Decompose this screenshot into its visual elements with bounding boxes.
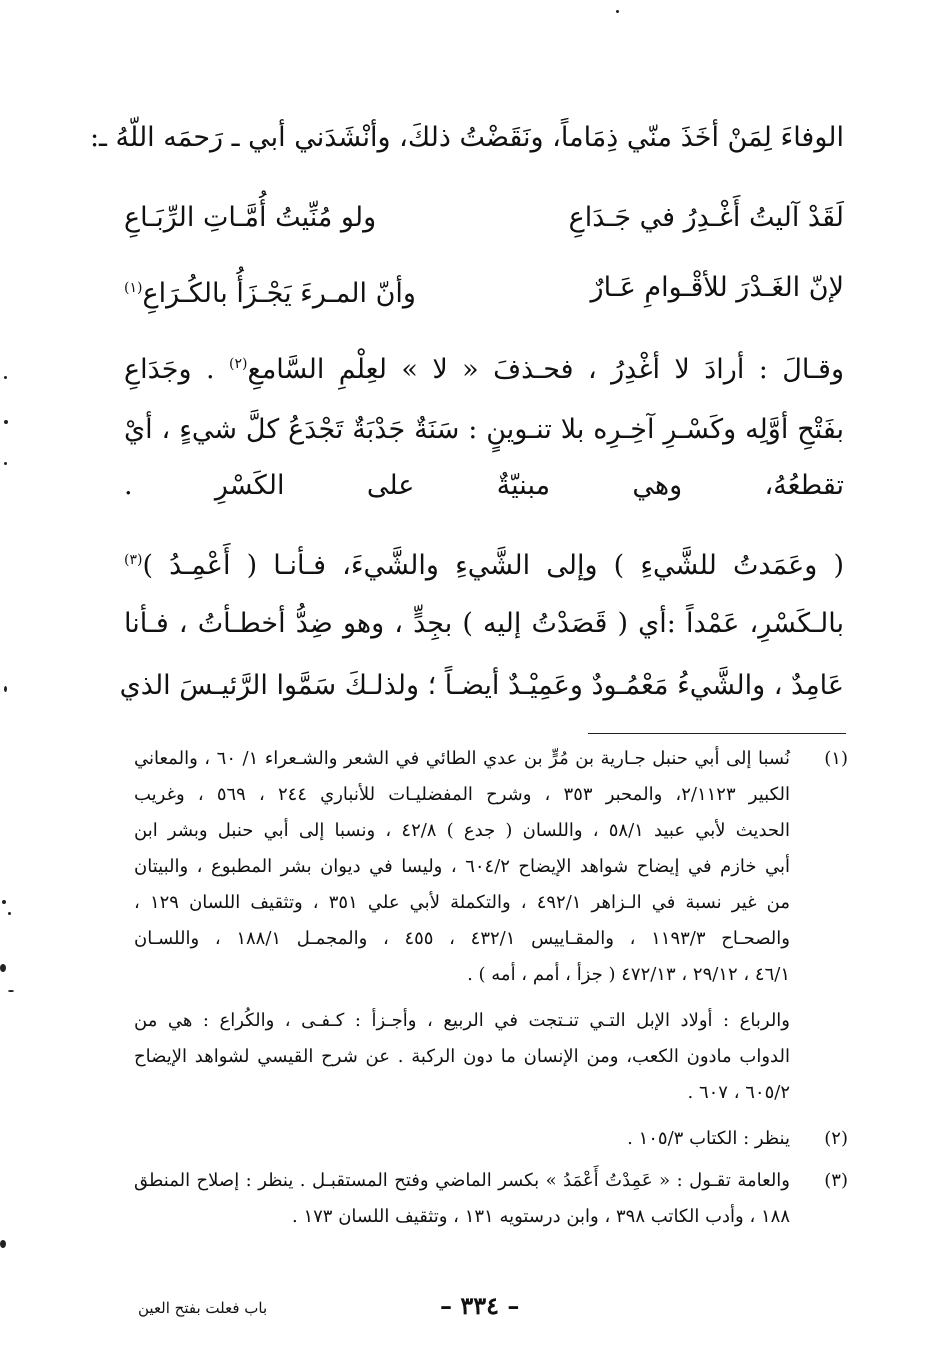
footnote-1-gloss-line: والرباع : أولاد الإبل التـي تنـتجت في الربيع ، وأجـزأ : كـفـى ، والكُراع : هي من [134,1010,790,1031]
body-line-7-text: ( وعَمَدتُ للشَّيءِ ) وإلى الشَّيءِ والشَّيءَ، فـأنـا ( أَعْمِـدُ ) [142,550,844,581]
scan-speck [616,10,619,13]
footnote-3-line: ١٨٨ ، وأدب الكاتب ٣٩٨ ، وابن درستويه ١٣١ ، وتثقيف اللسان ١٧٣ . [292,1206,790,1227]
scan-speck [4,420,8,424]
scan-speck [2,900,6,904]
running-footer-chapter: باب فعلت بفتح العين [138,1299,268,1317]
verse-2-first-hemistich: لإنّ الغَـدْرَ للأقْـوامِ عَـارٌ [590,272,844,303]
body-line-4-tail: . وجَدَاعِ [124,354,229,385]
footnote-2-text: ينظر : الكتاب ١٠٥/٣ . [627,1128,790,1149]
footnote-divider [588,733,846,734]
verse-2-second-hemistich [124,266,416,316]
body-line-6: تقطعُهُ، وهي مبنيّةٌ على الكَسْرِ . [124,470,844,501]
footnote-1-line: الحديث لأبي عبيد ٥٨/١ ، واللسان ( جدع ) ٤٢/٨ ، ونسبا إلى أبي حنبل وبشر ابن [134,820,790,841]
body-line-9: عَامِدٌ ، والشَّيءُ مَعْمُـودٌ وعَمِيْـدٌ أيضـاً ؛ ولذلـكَ سَمَّوا الرَّئيـسَ الذي [119,670,844,701]
verse-2 [124,266,844,310]
footnote-ref-3: (٣) [124,552,143,568]
footnote-1-line: أبي خازم في إيضاح شواهد الإيضاح ٦٠٤/٢ ، وليسا في ديوان بشر المطبوع ، والبيتان [134,856,791,877]
footnote-3-label: (٣) [824,1170,848,1191]
footnote-ref-1: (١) [124,280,143,296]
verse-2-second-text: وأنّ المـرءَ يَجْـزَأُ بالكُـرَاعِ [142,278,416,309]
footnote-1-line: من غير نسبة في الـزاهر ٤٩٢/١ ، والتكملة لأبي علي ٣٥١ ، وتثقيف اللسان ١٢٩ ، [134,892,791,913]
footnote-3-line: والعامة تقـول : « عَمِدْتُ أَعْمَدُ » بكسر الماضي وفتح المستقبـل . ينظر : إصلاح المنطق [134,1170,790,1191]
footnote-1-line: الكبير ٢/١١٢٣، والمحبر ٣٥٣ ، وشرح المفضليـات للأنباري ٢٤٤ ، ٥٦٩ ، وغريب [134,784,791,805]
scan-speck [4,686,7,692]
footnote-1-line: ٤٦/١ ، ٢٩/١٢ ، ٤٧٢/١٣ ( جزأ ، أمم ، أمه ) . [467,964,790,985]
scan-speck [8,990,14,992]
verse-1 [124,196,844,240]
scan-speck [4,376,7,379]
scan-speck [4,462,7,465]
page-number: – ٣٣٤ – [440,1291,520,1320]
body-line-1: الوفاءَ لِمَنْ أخَذَ منّي ذِمَاماً، ونَقَضْتُ ذلكَ، وأنْشَدَني أبي ـ رَحمَه اللّهُ ـ: [89,122,844,153]
scan-speck [8,912,11,915]
verse-1-second-hemistich: ولو مُنِّيتُ أُمَّـاتِ الرِّبَـاعِ [124,202,377,233]
footnote-ref-2: (٢) [228,356,248,372]
footnote-1-gloss-line: ٦٠٥/٢ ، ٦٠٧ . [687,1082,790,1103]
scan-speck [0,1240,6,1248]
footnote-1-gloss-line: الدواب مادون الكعب، ومن الإنسان ما دون الركبة . عن شرح القيسي لشواهد الإيضاح [134,1046,790,1067]
scan-speck [0,964,6,972]
footnote-1-line: نُسبا إلى أبي حنبل جـارية بن مُرٍّ بن عدي الطائي في الشعر والشـعراء ١/ ٦٠ ، والمعاني [134,748,790,769]
footnote-2-label: (٢) [824,1128,848,1149]
footnote-1-line: والصحـاح ١١٩٣/٣ ، والمقـاييس ٤٣٢/١ ، ٤٥٥ ، والمجمـل ١٨٨/١ ، واللسـان [134,928,790,949]
footnote-1-label: (١) [824,748,848,769]
body-line-8: بالـكَسْرِ، عَمْداً :أي ( قَصَدْتُ إليه ) بجِدٍّ ، وهو ضِدُّ أخطـأتُ ، فـأنا [124,608,844,639]
body-line-5: بفَتْحِ أوَّلِه وكَسْـرِ آخِـرِه بلا تنـوينٍ : سَنَةٌ جَدْبَةٌ تَجْدَعُ كلَّ شيءٍ ، أيْ [124,414,844,445]
body-line-4-text: وقـالَ : أرادَ لا أغْدِرُ ، فحـذفَ « لا » لعِلْمِ السَّامعِ [247,354,844,385]
body-line-4 [124,344,844,390]
body-line-7 [124,540,844,586]
verse-1-first-hemistich: لَقَدْ آليتُ أَغْـدِرُ في جَـدَاعِ [568,202,844,233]
